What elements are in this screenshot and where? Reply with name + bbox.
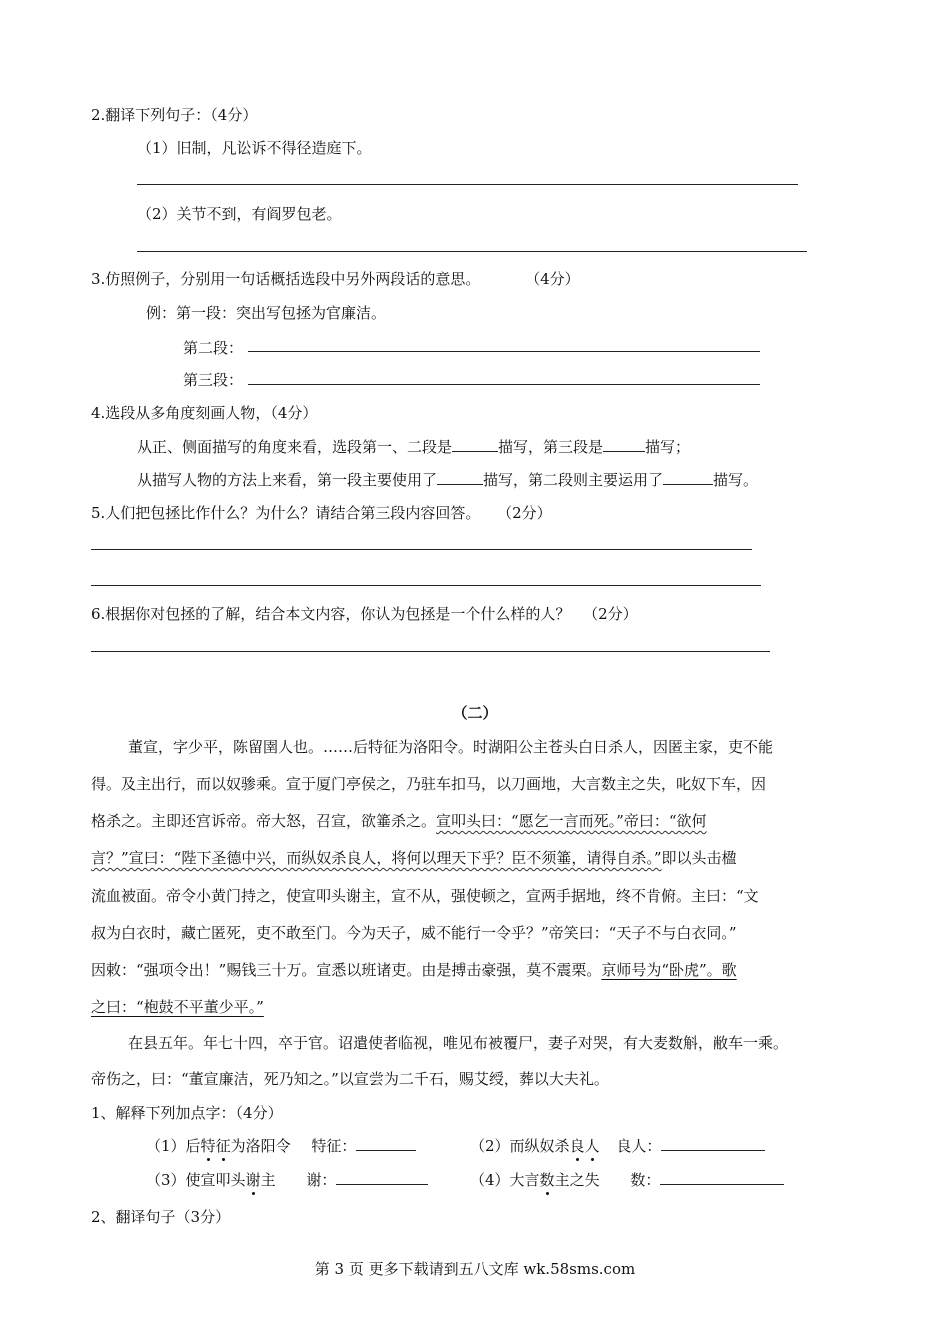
q6-stem [91,603,638,624]
q5-answer-line-2[interactable] [91,585,761,586]
q3-example: 例：第一段：突出写包拯为官廉洁。 [146,304,387,322]
sq1-item-1-blank[interactable] [356,1135,416,1151]
q4-line-1 [137,436,690,457]
passage-line: 流血被面。帝令小黄门持之，使宣叩头谢主，宣不从，强使顿之，宣两手据地，终不肯俯。主曰：“文 [91,887,759,905]
underlined-text: 之曰：“枹鼓不平董少平。” [91,998,264,1016]
q4-blank-3[interactable] [437,469,483,485]
q3-score: （4分） [525,270,580,288]
passage-line [91,996,264,1017]
q4-line-1-text-c: 描写； [645,438,691,456]
sq1-item-2-text: （2）而纵奴杀 [470,1137,570,1155]
q4-line-2-text-b: 描写，第二段则主要运用了 [483,471,664,489]
dotted-char: 数 [539,1171,555,1189]
passage-line: 帝伤之，曰：“董宣廉洁，死乃知之。”以宣尝为二千石，赐艾绶，葬以大夫礼。 [91,1070,609,1088]
passage-line: 董宣，字少平，陈留圉人也。……后特征为洛阳令。时湖阳公主苍头白日杀人，因匿主家，吏不能 [128,738,774,756]
section-2-title: （二） [452,704,498,722]
q4-line-2-text-c: 描写。 [713,471,759,489]
q3-stem [91,268,580,289]
q4-line-1-text-a: 从正、侧面描写的角度来看，选段第一、二段是 [137,438,453,456]
sq1-item-3-text: 主 [260,1171,276,1189]
sq1-item-3-label: 谢： [306,1171,337,1189]
q2-sentence-1: （1）旧制，凡讼诉不得径造庭下。 [137,139,372,157]
sq1-item-2-blank[interactable] [661,1135,765,1151]
q5-stem-text: 5.人们把包拯比作什么？为什么？请结合第三段内容回答。 [91,504,481,522]
passage-line [91,959,737,980]
sq1-item-4-text: 主之失 [554,1171,600,1189]
sq1-item-1-text: 为洛阳令 [230,1137,291,1155]
sq2-stem: 2、翻译句子（3分） [91,1208,231,1226]
q3-para2-answer-line[interactable] [248,351,760,352]
sq1-item-2 [470,1135,765,1156]
passage-line [91,810,707,831]
sq1-item-4 [470,1169,784,1190]
passage-text: 格杀之。主即还宫诉帝。帝大怒，召宣，欲箠杀之。 [91,812,437,830]
q4-line-2 [137,469,758,490]
wavy-underlined-text: 宣叩头曰：“愿乞一言而死。”帝曰：“欲何 [436,812,707,830]
q2-answer-line-1[interactable] [137,184,798,185]
passage-line: 在县五年。年七十四，卒于官。诏遣使者临视，唯见布被覆尸，妻子对哭，有大麦数斛，敝车一乘。 [128,1034,789,1052]
q6-score: （2分） [583,605,638,623]
dotted-char: 征 [215,1137,231,1155]
q3-para3-answer-line[interactable] [248,384,760,385]
q2-stem: 2.翻译下列句子：（4分） [91,106,258,124]
dotted-char: 谢 [245,1171,261,1189]
q5-answer-line-1[interactable] [91,549,752,550]
passage-line: 叔为白衣时，藏亡匿死，吏不敢至门。今为天子，威不能行一令乎？”帝笑曰：“天子不与白衣同。” [91,924,737,942]
dotted-char: 特 [200,1137,216,1155]
sq1-item-1 [146,1135,416,1156]
sq1-item-1-label: 特征： [311,1137,357,1155]
q5-score: （2分） [497,504,552,522]
q4-line-2-text-a: 从描写人物的方法上来看，第一段主要使用了 [137,471,438,489]
sq1-item-2-label: 良人： [616,1137,662,1155]
wavy-underlined-text: 言？”宣曰：“陛下圣德中兴，而纵奴杀良人，将何以理天下乎？臣不须箠，请得自杀。” [91,849,662,867]
q2-answer-line-2[interactable] [137,251,807,252]
sq1-stem: 1、解释下列加点字：（4分） [91,1104,283,1122]
passage-line [91,847,737,868]
sq1-item-1-text: （1）后 [146,1137,201,1155]
dotted-char: 人 [584,1137,600,1155]
sq1-item-3 [146,1169,428,1190]
passage-text: 即以头击楹 [661,849,737,867]
q4-blank-2[interactable] [603,436,645,452]
passage-text: 因敕：“强项令出！”赐钱三十万。宣悉以班诸吏。由是搏击豪强，莫不震栗。 [91,961,602,979]
sq1-item-4-text: （4）大言 [470,1171,540,1189]
q6-answer-line[interactable] [91,651,770,652]
sq1-item-3-blank[interactable] [336,1169,428,1185]
q4-stem: 4.选段从多角度刻画人物，（4分） [91,404,318,422]
page-footer: 第 3 页 更多下载请到五八文库 wk.58sms.com [314,1260,636,1278]
q4-blank-1[interactable] [452,436,498,452]
sq1-item-4-blank[interactable] [660,1169,784,1185]
sq1-item-4-label: 数： [630,1171,661,1189]
q2-sentence-2: （2）关节不到，有阎罗包老。 [137,205,342,223]
underlined-text: 京师号为“卧虎”。歌 [601,961,737,979]
q3-para3-label: 第三段： [183,371,244,389]
dotted-char: 良 [569,1137,585,1155]
q4-line-1-text-b: 描写，第三段是 [498,438,604,456]
passage-line: 得。及主出行，而以奴骖乘。宣于厦门亭侯之，乃驻车扣马，以刀画地，大言数主之失，叱奴下车，因 [91,775,767,793]
q3-stem-text: 3.仿照例子，分别用一句话概括选段中另外两段话的意思。 [91,270,481,288]
q3-para2-label: 第二段： [183,339,244,357]
sq1-item-3-text: （3）使宣叩头 [146,1171,246,1189]
q5-stem [91,502,552,523]
q4-blank-4[interactable] [663,469,713,485]
q6-stem-text: 6.根据你对包拯的了解，结合本文内容，你认为包拯是一个什么样的人？ [91,605,571,623]
